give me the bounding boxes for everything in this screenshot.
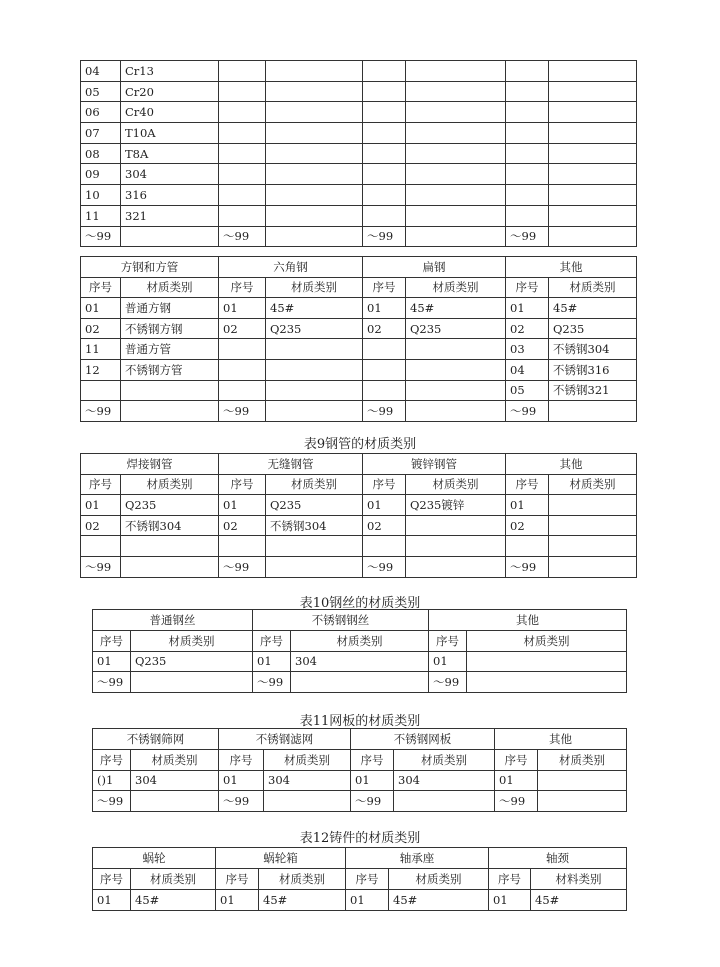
material-cell: [549, 61, 637, 82]
group-header: 不锈钢筛网: [93, 729, 219, 750]
group-header: 无缝钢管: [219, 454, 363, 475]
table-row: [81, 495, 637, 516]
material-cell: Cr40: [121, 102, 219, 123]
material-cell: [406, 205, 506, 226]
table-row: [93, 770, 627, 791]
group-header: 不锈钢钢丝: [253, 610, 429, 631]
serial-cell: 04: [81, 61, 121, 82]
material-cell: [406, 339, 506, 360]
table-row: [81, 556, 637, 577]
group-header-row: [81, 257, 637, 278]
table-row: [81, 185, 637, 206]
material-cell: [266, 185, 363, 206]
serial-cell: 12: [81, 359, 121, 380]
material-cell: [406, 185, 506, 206]
serial-cell: [219, 205, 266, 226]
material-cell: [549, 81, 637, 102]
material-cell: Q235: [131, 651, 253, 672]
material-cell: [549, 102, 637, 123]
header-material: 材质类别: [549, 474, 637, 495]
material-cell: [538, 791, 627, 812]
serial-cell: 03: [506, 339, 549, 360]
table-row: [93, 791, 627, 812]
serial-cell: 01: [506, 495, 549, 516]
serial-cell: 02: [363, 318, 406, 339]
header-serial: 序号: [93, 869, 131, 890]
material-cell: 45#: [259, 890, 346, 911]
serial-cell: 02: [219, 318, 266, 339]
header-serial: 序号: [346, 869, 389, 890]
material-cell: Cr13: [121, 61, 219, 82]
header-material: 材质类别: [131, 630, 253, 651]
table-row: [81, 298, 637, 319]
header-serial: 序号: [495, 749, 538, 770]
group-header: 其他: [429, 610, 627, 631]
group-header: 普通钢丝: [93, 610, 253, 631]
group-header: 不锈钢网板: [351, 729, 495, 750]
serial-cell: ～99: [351, 791, 394, 812]
serial-cell: ～99: [506, 556, 549, 577]
header-serial: 序号: [219, 277, 266, 298]
material-cell: 304: [264, 770, 351, 791]
table-row: [81, 318, 637, 339]
material-cell: [406, 359, 506, 380]
serial-cell: [363, 339, 406, 360]
material-cell: [266, 61, 363, 82]
table-row: [81, 401, 637, 422]
serial-cell: 09: [81, 164, 121, 185]
header-material: 材质类别: [394, 749, 495, 770]
serial-cell: [363, 164, 406, 185]
serial-cell: 01: [219, 298, 266, 319]
material-cell: Q235: [266, 318, 363, 339]
serial-cell: ～99: [219, 791, 264, 812]
header-material: 材质类别: [389, 869, 489, 890]
table-row: [81, 536, 637, 557]
group-header: 其他: [506, 257, 637, 278]
header-material: 材质类别: [266, 474, 363, 495]
serial-cell: 02: [506, 515, 549, 536]
material-cell: 45#: [531, 890, 627, 911]
header-material: 材质类别: [549, 277, 637, 298]
material-cell: T10A: [121, 123, 219, 144]
serial-cell: [506, 536, 549, 557]
table-row: [81, 81, 637, 102]
serial-cell: 05: [506, 380, 549, 401]
serial-cell: 04: [506, 359, 549, 380]
serial-cell: 01: [81, 298, 121, 319]
header-material: 材质类别: [264, 749, 351, 770]
header-serial: 序号: [81, 277, 121, 298]
material-cell: [406, 81, 506, 102]
material-cell: 普通方管: [121, 339, 219, 360]
material-cell: 45#: [549, 298, 637, 319]
material-cell: [549, 226, 637, 247]
header-serial: 序号: [363, 277, 406, 298]
header-serial: 序号: [351, 749, 394, 770]
serial-cell: ～99: [363, 401, 406, 422]
header-serial: 序号: [219, 474, 266, 495]
material-cell: [549, 515, 637, 536]
serial-cell: [219, 164, 266, 185]
serial-cell: [506, 164, 549, 185]
material-cell: [549, 556, 637, 577]
material-cell: [266, 205, 363, 226]
serial-cell: [363, 102, 406, 123]
header-serial: 序号: [219, 749, 264, 770]
table-row: [81, 380, 637, 401]
serial-cell: ()1: [93, 770, 131, 791]
serial-cell: [219, 143, 266, 164]
serial-cell: [363, 380, 406, 401]
table-title: 表10钢丝的材质类别: [299, 596, 421, 611]
serial-cell: [363, 123, 406, 144]
group-header: 轴承座: [346, 848, 489, 869]
material-cell: 45#: [266, 298, 363, 319]
serial-cell: 01: [506, 298, 549, 319]
material-cell: 304: [394, 770, 495, 791]
serial-cell: [219, 536, 266, 557]
group-header-row: [93, 610, 627, 631]
material-cell: Q235: [121, 495, 219, 516]
material-cell: Q235镀锌: [406, 495, 506, 516]
material-cell: [131, 672, 253, 693]
header-serial: 序号: [506, 277, 549, 298]
header-material: 材质类别: [131, 869, 216, 890]
material-cell: [538, 770, 627, 791]
material-cell: 45#: [389, 890, 489, 911]
serial-cell: 02: [506, 318, 549, 339]
material-cell: [266, 81, 363, 102]
serial-cell: 10: [81, 185, 121, 206]
material-cell: 不锈钢316: [549, 359, 637, 380]
material-cell: [406, 61, 506, 82]
material-cell: 321: [121, 205, 219, 226]
material-cell: 304: [121, 164, 219, 185]
serial-cell: 01: [93, 651, 131, 672]
header-serial: 序号: [489, 869, 531, 890]
serial-cell: ～99: [81, 226, 121, 247]
serial-cell: 01: [429, 651, 467, 672]
material-cell: Q235: [266, 495, 363, 516]
table-row: [81, 339, 637, 360]
group-header: 其他: [495, 729, 627, 750]
material-cell: [406, 515, 506, 536]
serial-cell: 01: [253, 651, 291, 672]
material-cell: [266, 226, 363, 247]
material-cell: [549, 123, 637, 144]
serial-cell: 02: [219, 515, 266, 536]
material-table-table11: [92, 728, 627, 812]
material-table-table12: [92, 847, 627, 911]
material-cell: [121, 380, 219, 401]
header-material: 材质类别: [259, 869, 346, 890]
header-serial: 序号: [429, 630, 467, 651]
material-cell: [266, 556, 363, 577]
material-cell: [406, 164, 506, 185]
serial-cell: ～99: [506, 401, 549, 422]
material-cell: [266, 339, 363, 360]
material-cell: [266, 164, 363, 185]
material-table-table10: [92, 609, 627, 693]
serial-cell: ～99: [93, 672, 131, 693]
material-cell: [406, 226, 506, 247]
material-cell: [406, 401, 506, 422]
serial-cell: ～99: [363, 556, 406, 577]
serial-cell: [506, 185, 549, 206]
header-material: 材质类别: [406, 474, 506, 495]
column-header-row: [93, 869, 627, 890]
material-cell: 不锈钢321: [549, 380, 637, 401]
material-cell: 不锈钢304: [549, 339, 637, 360]
table-row: [93, 672, 627, 693]
group-header-row: [93, 729, 627, 750]
column-header-row: [81, 277, 637, 298]
header-material: 材料类别: [531, 869, 627, 890]
serial-cell: 01: [81, 495, 121, 516]
serial-cell: 01: [363, 495, 406, 516]
serial-cell: [219, 185, 266, 206]
table-row: [81, 143, 637, 164]
column-header-row: [81, 474, 637, 495]
column-header-row: [93, 630, 627, 651]
serial-cell: ～99: [429, 672, 467, 693]
table-row: [81, 205, 637, 226]
serial-cell: ～99: [81, 556, 121, 577]
material-cell: [406, 102, 506, 123]
material-cell: [549, 143, 637, 164]
group-header: 其他: [506, 454, 637, 475]
header-serial: 序号: [506, 474, 549, 495]
header-serial: 序号: [253, 630, 291, 651]
serial-cell: ～99: [253, 672, 291, 693]
header-serial: 序号: [216, 869, 259, 890]
group-header-row: [81, 454, 637, 475]
material-cell: T8A: [121, 143, 219, 164]
serial-cell: 02: [81, 318, 121, 339]
serial-cell: [219, 339, 266, 360]
serial-cell: 06: [81, 102, 121, 123]
material-cell: [266, 143, 363, 164]
serial-cell: [363, 81, 406, 102]
material-cell: Q235: [549, 318, 637, 339]
serial-cell: [363, 536, 406, 557]
serial-cell: 08: [81, 143, 121, 164]
serial-cell: [363, 205, 406, 226]
serial-cell: 11: [81, 339, 121, 360]
serial-cell: ～99: [93, 791, 131, 812]
material-cell: 316: [121, 185, 219, 206]
table-row: [93, 890, 627, 911]
serial-cell: 07: [81, 123, 121, 144]
serial-cell: [506, 123, 549, 144]
group-header: 扁钢: [363, 257, 506, 278]
serial-cell: [506, 81, 549, 102]
table-row: [81, 226, 637, 247]
material-cell: [266, 401, 363, 422]
serial-cell: ～99: [219, 401, 266, 422]
material-cell: 304: [131, 770, 219, 791]
table-row: [81, 359, 637, 380]
header-material: 材质类别: [538, 749, 627, 770]
group-header: 焊接钢管: [81, 454, 219, 475]
material-cell: [549, 164, 637, 185]
serial-cell: [506, 205, 549, 226]
group-header: 轴颈: [489, 848, 627, 869]
serial-cell: [363, 61, 406, 82]
material-cell: [266, 380, 363, 401]
serial-cell: 02: [81, 515, 121, 536]
group-header: 蜗轮箱: [216, 848, 346, 869]
header-serial: 序号: [93, 749, 131, 770]
material-cell: [121, 556, 219, 577]
material-cell: [266, 123, 363, 144]
table-row: [81, 61, 637, 82]
header-material: 材质类别: [266, 277, 363, 298]
group-header: 镀锌钢管: [363, 454, 506, 475]
header-material: 材质类别: [131, 749, 219, 770]
material-cell: 45#: [406, 298, 506, 319]
serial-cell: ～99: [506, 226, 549, 247]
serial-cell: 01: [351, 770, 394, 791]
material-cell: [291, 672, 429, 693]
material-cell: [406, 123, 506, 144]
serial-cell: 01: [216, 890, 259, 911]
serial-cell: [506, 102, 549, 123]
serial-cell: [363, 185, 406, 206]
table-row: [81, 123, 637, 144]
serial-cell: [363, 143, 406, 164]
material-cell: 不锈钢304: [266, 515, 363, 536]
material-cell: Q235: [406, 318, 506, 339]
material-cell: [266, 102, 363, 123]
serial-cell: ～99: [363, 226, 406, 247]
material-table-steel-bar-continued: [80, 60, 637, 247]
material-cell: 普通方钢: [121, 298, 219, 319]
table-title: 表12铸件的材质类别: [299, 831, 421, 846]
serial-cell: 05: [81, 81, 121, 102]
material-cell: [266, 536, 363, 557]
material-cell: [549, 185, 637, 206]
serial-cell: [219, 359, 266, 380]
material-cell: [266, 359, 363, 380]
material-cell: [121, 226, 219, 247]
serial-cell: 01: [363, 298, 406, 319]
serial-cell: 01: [219, 495, 266, 516]
serial-cell: [506, 61, 549, 82]
serial-cell: [219, 102, 266, 123]
material-cell: 不锈钢方钢: [121, 318, 219, 339]
header-serial: 序号: [81, 474, 121, 495]
header-material: 材质类别: [467, 630, 627, 651]
material-cell: [406, 536, 506, 557]
serial-cell: [506, 143, 549, 164]
group-header: 方钢和方管: [81, 257, 219, 278]
material-cell: [549, 205, 637, 226]
material-cell: [406, 380, 506, 401]
serial-cell: [219, 380, 266, 401]
group-header: 蜗轮: [93, 848, 216, 869]
header-material: 材质类别: [406, 277, 506, 298]
header-serial: 序号: [363, 474, 406, 495]
table-row: [81, 515, 637, 536]
serial-cell: 01: [495, 770, 538, 791]
serial-cell: [219, 61, 266, 82]
serial-cell: 01: [346, 890, 389, 911]
material-cell: [121, 536, 219, 557]
table-row: [81, 164, 637, 185]
serial-cell: 01: [489, 890, 531, 911]
material-table-table9: [80, 453, 637, 578]
material-cell: [549, 495, 637, 516]
material-cell: 不锈钢304: [121, 515, 219, 536]
material-cell: [394, 791, 495, 812]
material-cell: [467, 651, 627, 672]
material-cell: [121, 401, 219, 422]
table-row: [81, 102, 637, 123]
serial-cell: [81, 536, 121, 557]
header-serial: 序号: [93, 630, 131, 651]
serial-cell: ～99: [219, 556, 266, 577]
serial-cell: 11: [81, 205, 121, 226]
material-cell: [264, 791, 351, 812]
serial-cell: 01: [219, 770, 264, 791]
serial-cell: 01: [93, 890, 131, 911]
serial-cell: [363, 359, 406, 380]
material-cell: 304: [291, 651, 429, 672]
group-header-row: [93, 848, 627, 869]
material-cell: [467, 672, 627, 693]
table-title: 表9钢管的材质类别: [303, 437, 417, 452]
material-cell: [131, 791, 219, 812]
serial-cell: 02: [363, 515, 406, 536]
material-cell: [406, 143, 506, 164]
material-cell: Cr20: [121, 81, 219, 102]
table-row: [93, 651, 627, 672]
serial-cell: ～99: [219, 226, 266, 247]
material-cell: [549, 401, 637, 422]
column-header-row: [93, 749, 627, 770]
material-table-square-hex-flat-steel: [80, 256, 637, 422]
serial-cell: ～99: [495, 791, 538, 812]
material-cell: 45#: [131, 890, 216, 911]
material-cell: 不锈钢方管: [121, 359, 219, 380]
header-material: 材质类别: [291, 630, 429, 651]
material-cell: [406, 556, 506, 577]
serial-cell: [81, 380, 121, 401]
group-header: 六角钢: [219, 257, 363, 278]
header-material: 材质类别: [121, 474, 219, 495]
serial-cell: [219, 123, 266, 144]
group-header: 不锈钢滤网: [219, 729, 351, 750]
serial-cell: [219, 81, 266, 102]
serial-cell: ～99: [81, 401, 121, 422]
table-title: 表11网板的材质类别: [299, 714, 421, 729]
header-material: 材质类别: [121, 277, 219, 298]
material-cell: [549, 536, 637, 557]
